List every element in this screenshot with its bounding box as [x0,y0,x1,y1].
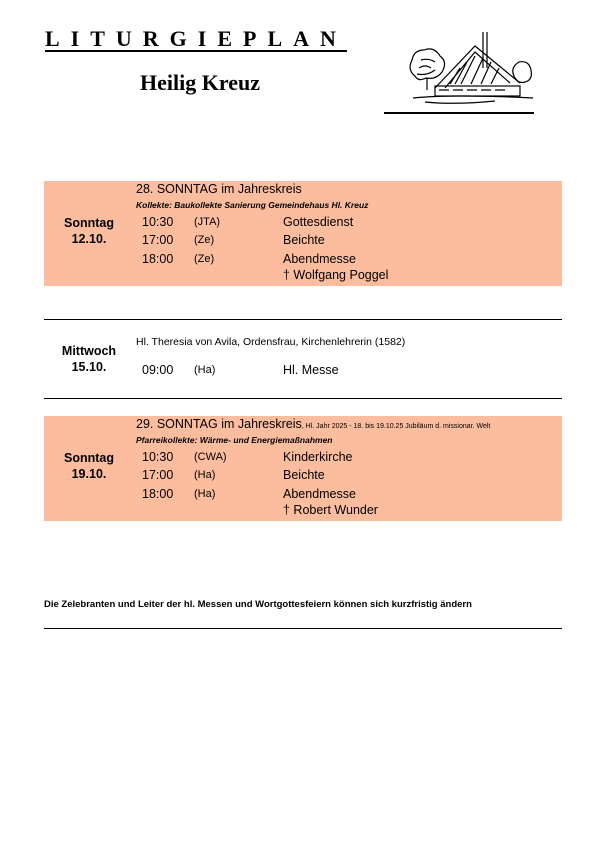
footer-note: Die Zelebranten und Leiter der hl. Messen und Wortgottesfeiern können sich kurzfristig ändern [44,599,472,610]
celebrant: (Ze) [194,234,215,246]
entry-day: Mittwoch [61,344,117,358]
celebrant: (Ha) [194,364,216,376]
entry-date: 15.10. [71,360,107,374]
service-name: Abendmesse [283,252,356,266]
service-name: Abendmesse [283,487,356,501]
celebrant: (Ha) [194,488,216,500]
service-time: 17:00 [142,468,174,482]
service-time: 09:00 [142,363,174,377]
entry-sunday-1 [44,181,562,286]
page-title: LITURGIEPLAN [45,26,347,51]
entry-date: 12.10. [71,232,107,246]
parish-name: Heilig Kreuz [140,70,260,95]
entry-heading: 29. SONNTAG im Jahreskreis, Hl. Jahr 2025 - 18. bis 19.10.25 Jubiläum d. missionar. Welt [136,417,491,431]
celebrant: (Ha) [194,469,216,481]
service-name: Beichte [283,468,325,482]
logo-underline [384,112,534,114]
memorial-intention: † Robert Wunder [283,503,378,517]
kollekte-text: Kollekte: Baukollekte Sanierung Gemeindehaus Hl. Kreuz [136,200,369,210]
celebrant: (CWA) [194,451,227,463]
celebrant: (Ze) [194,253,215,265]
service-time: 10:30 [142,450,174,464]
entry-day: Sonntag [64,451,114,465]
service-time: 10:30 [142,215,174,229]
service-name: Gottesdienst [283,215,354,229]
entry-day: Sonntag [64,216,114,230]
celebrant: (JTA) [194,216,221,228]
entry-date: 19.10. [71,467,107,481]
church-drawing-logo [405,28,535,108]
service-name: Hl. Messe [283,363,339,377]
service-time: 18:00 [142,487,174,501]
entry-heading: 28. SONNTAG im Jahreskreis [136,182,302,196]
kollekte-text: Pfarreikollekte: Wärme- und Energiemaßnahmen [136,435,333,445]
divider [44,628,562,629]
service-name: Beichte [283,233,325,247]
memorial-intention: † Wolfgang Poggel [283,268,389,282]
entry-wednesday [44,330,562,390]
service-name: Kinderkirche [283,450,353,464]
divider [44,398,562,399]
service-time: 17:00 [142,233,174,247]
entry-heading: Hl. Theresia von Avila, Ordensfrau, Kirchenlehrerin (1582) [136,336,406,348]
service-time: 18:00 [142,252,174,266]
divider [44,319,562,320]
entry-sunday-2 [44,416,562,521]
